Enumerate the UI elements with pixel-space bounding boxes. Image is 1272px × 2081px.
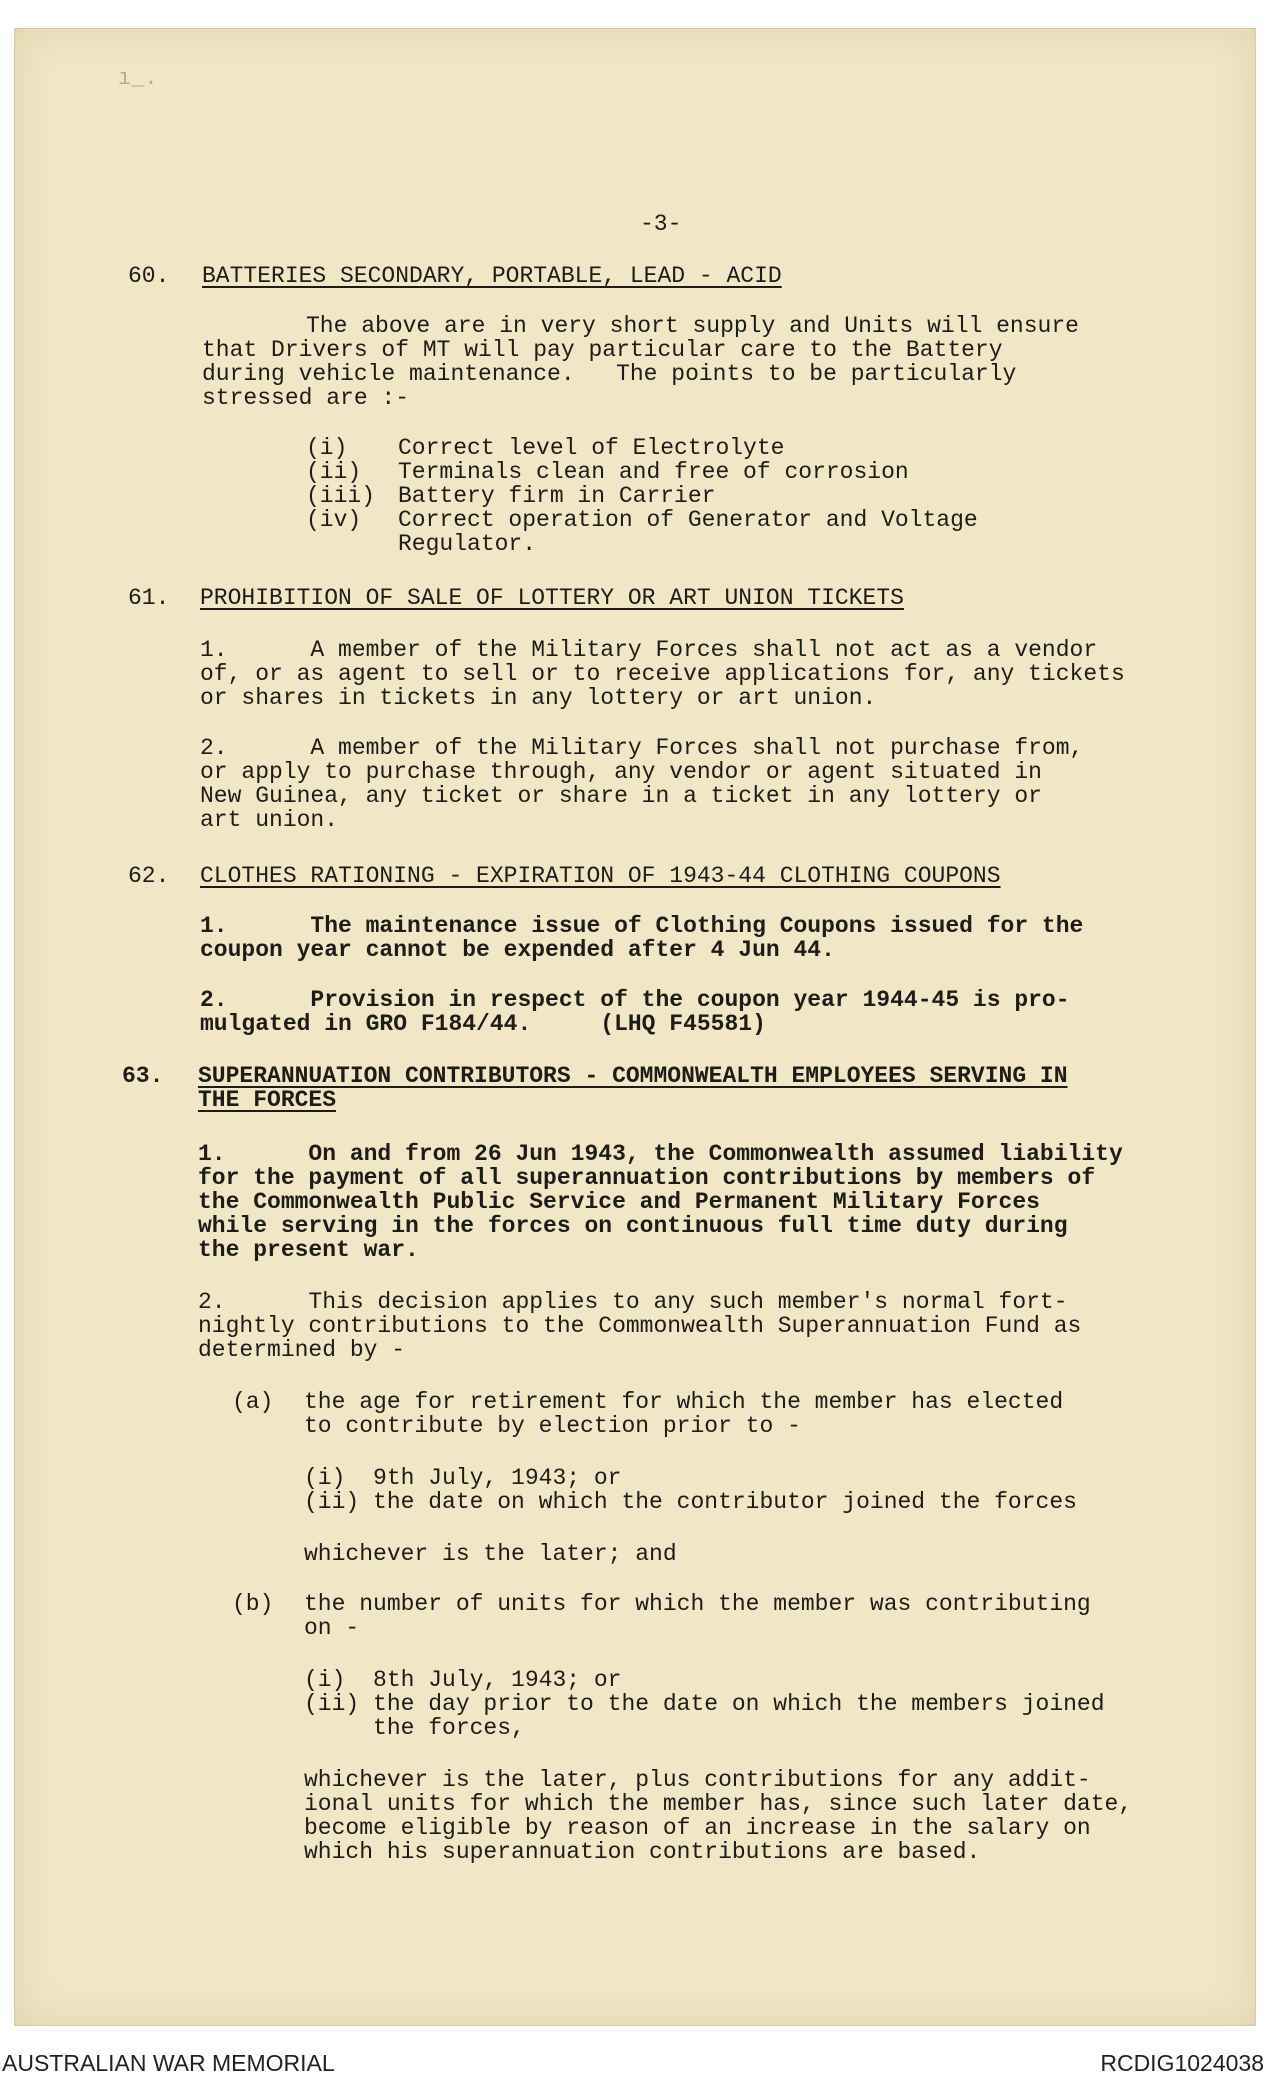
section-61-p2-line-1: 2. A member of the Military Forces shall not purchase from,: [200, 735, 1084, 761]
section-60-item-text: Correct level of Electrolyte: [398, 435, 785, 461]
section-63-p1-line-2: for the payment of all superannuation contributions by members of: [198, 1165, 1096, 1191]
section-60-line-3: during vehicle maintenance. The points to be particularly: [202, 361, 1017, 387]
section-63-p2-line-1: 2. This decision applies to any such member's normal fort-: [198, 1289, 1068, 1315]
section-63-a-after: whichever is the later; and: [304, 1541, 677, 1567]
page-number: -3-: [640, 211, 682, 237]
section-62-p1-line-1: 1. The maintenance issue of Clothing Coupons issued for the: [200, 913, 1084, 939]
section-63-b-after-3: become eligible by reason of an increase in the salary on: [304, 1815, 1091, 1841]
section-63-a-line-2: to contribute by election prior to -: [304, 1413, 801, 1439]
section-60-item-num: (i): [306, 435, 348, 461]
section-63-b-line-1: the number of units for which the member was contributing: [304, 1591, 1091, 1617]
section-63-b-line-2: on -: [304, 1615, 360, 1641]
section-60-line-2: that Drivers of MT will pay particular care to the Battery: [202, 337, 1003, 363]
section-60-title: BATTERIES SECONDARY, PORTABLE, LEAD - ACID: [202, 263, 782, 289]
section-63-p1-line-1: 1. On and from 26 Jun 1943, the Commonwealth assumed liability: [198, 1141, 1123, 1167]
section-61-p2-line-3: New Guinea, any ticket or share in a ticket in any lottery or: [200, 783, 1042, 809]
section-60-item-num: (ii): [306, 459, 362, 485]
section-63-b-item-1: (i) 8th July, 1943; or: [304, 1667, 622, 1693]
section-61-number: 61.: [128, 585, 170, 611]
section-62-p2-line-1: 2. Provision in respect of the coupon year 1944-45 is pro-: [200, 987, 1070, 1013]
section-63-b-after-4: which his superannuation contributions are based.: [304, 1839, 981, 1865]
section-63-a-label: (a): [232, 1389, 274, 1415]
section-61-p1-line-2: of, or as agent to sell or to receive applications for, any tickets: [200, 661, 1125, 687]
section-62-number: 62.: [128, 863, 170, 889]
section-60-item-num: (iii): [306, 483, 376, 509]
paper-blemish: ı_.: [118, 66, 158, 91]
section-60-item-text: Correct operation of Generator and Voltage: [398, 507, 978, 533]
section-63-a-line-1: the age for retirement for which the member has elected: [304, 1389, 1064, 1415]
section-63-p2-line-3: determined by -: [198, 1337, 406, 1363]
section-63-b-label: (b): [232, 1591, 274, 1617]
section-61-p1-line-1: 1. A member of the Military Forces shall not act as a vendor: [200, 637, 1098, 663]
section-60-item-text: Terminals clean and free of corrosion: [398, 459, 909, 485]
section-62-p2-line-2: mulgated in GRO F184/44. (LHQ F45581): [200, 1011, 766, 1037]
footer-record-id: RCDIG1024038: [1100, 2050, 1264, 2076]
section-62-p1-line-2: coupon year cannot be expended after 4 Jun 44.: [200, 937, 835, 963]
section-61-p2-line-2: or apply to purchase through, any vendor or agent situated in: [200, 759, 1042, 785]
section-63-p1-line-3: the Commonwealth Public Service and Permanent Military Forces: [198, 1189, 1040, 1215]
section-63-number: 63.: [122, 1063, 164, 1089]
section-61-title: PROHIBITION OF SALE OF LOTTERY OR ART UNION TICKETS: [200, 585, 904, 611]
section-61-p1-line-3: or shares in tickets in any lottery or art union.: [200, 685, 877, 711]
section-63-p1-line-5: the present war.: [198, 1237, 419, 1263]
section-60-item-cont: Regulator.: [398, 531, 537, 557]
section-60-number: 60.: [128, 263, 170, 289]
section-63-b-item-2: (ii) the day prior to the date on which the members joined: [304, 1691, 1105, 1717]
footer-source: AUSTRALIAN WAR MEMORIAL: [2, 2050, 335, 2076]
section-60-item-text: Battery firm in Carrier: [398, 483, 716, 509]
section-63-a-item-2: (ii) the date on which the contributor joined the forces: [304, 1489, 1077, 1515]
section-61-p2-line-4: art union.: [200, 807, 339, 833]
section-60-line-4: stressed are :-: [202, 385, 410, 411]
section-63-a-item-1: (i) 9th July, 1943; or: [304, 1465, 622, 1491]
section-63-p2-line-2: nightly contributions to the Commonwealth Superannuation Fund as: [198, 1313, 1082, 1339]
section-63-b-item-3: the forces,: [304, 1715, 525, 1741]
section-60-item-num: (iv): [306, 507, 362, 533]
section-63-b-after-1: whichever is the later, plus contributions for any addit-: [304, 1767, 1091, 1793]
section-63-b-after-2: ional units for which the member has, since such later date,: [304, 1791, 1133, 1817]
section-63-p1-line-4: while serving in the forces on continuous full time duty during: [198, 1213, 1068, 1239]
section-62-title: CLOTHES RATIONING - EXPIRATION OF 1943-44 CLOTHING COUPONS: [200, 863, 1001, 889]
section-63-title-line-2: THE FORCES: [198, 1087, 337, 1113]
section-63-title-line-1: SUPERANNUATION CONTRIBUTORS - COMMONWEALTH EMPLOYEES SERVING IN: [198, 1063, 1068, 1089]
section-60-line-1: The above are in very short supply and Units will ensure: [306, 313, 1079, 339]
